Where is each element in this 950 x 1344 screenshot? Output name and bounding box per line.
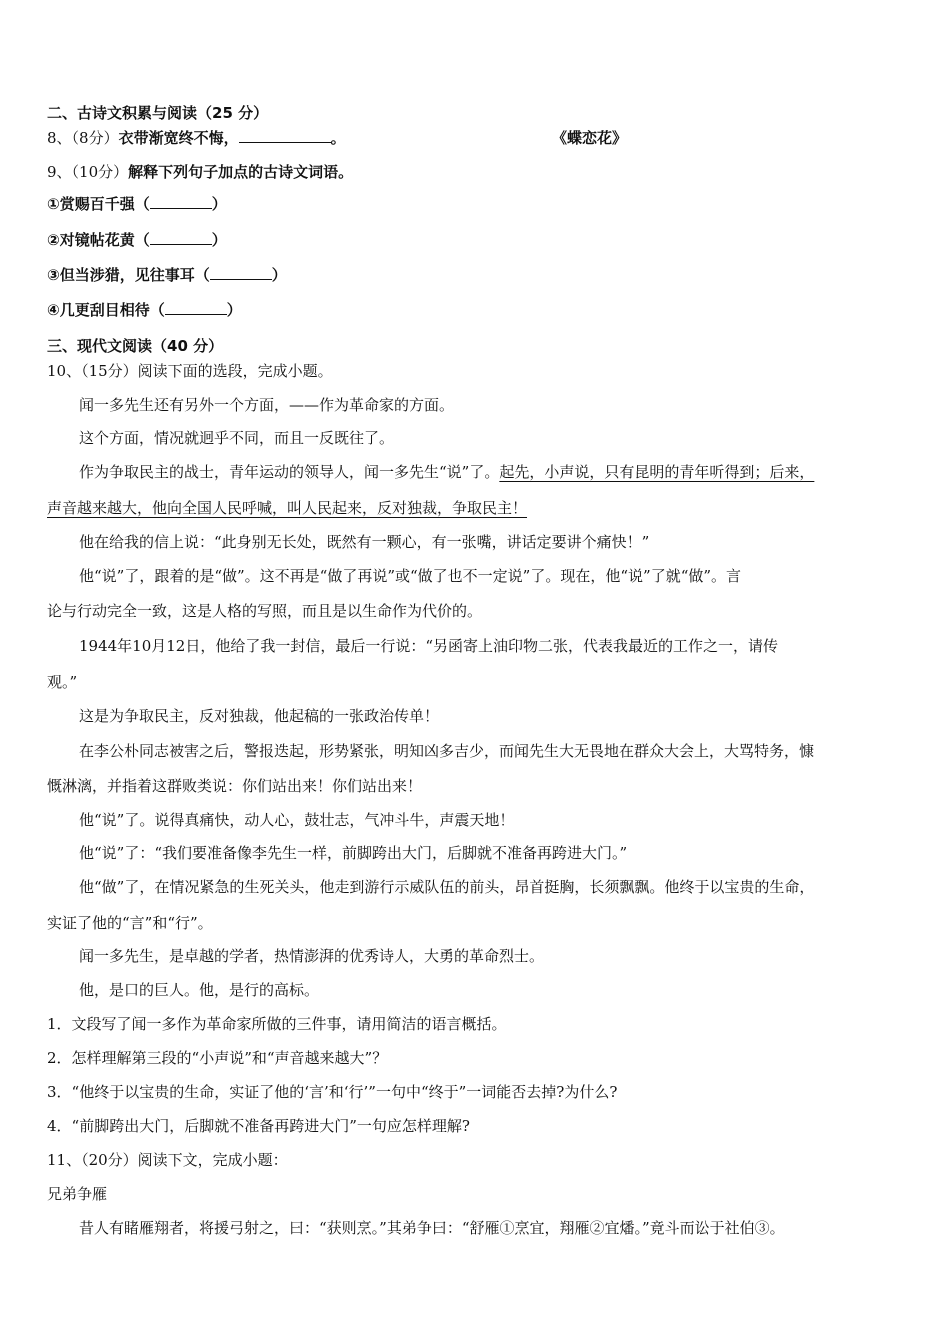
passage-paragraph-5-cont: 论与行动完全一致，这是人格的写照，而且是以生命作为代价的。: [47, 602, 483, 620]
passage-paragraph-9: 他“说”了。说得真痛快，动人心，鼓壮志，气冲斗牛，声震天地！: [79, 811, 515, 829]
item-4-text: ④几更刮目相待（: [47, 301, 165, 319]
item-3-close: ）: [271, 266, 287, 284]
item-4-close: ）: [226, 301, 242, 319]
passage-paragraph-7: 这是为争取民主，反对独裁，他起稿的一张政治传单！: [79, 707, 440, 725]
item-1-text: ①赏赐百千强（: [47, 195, 150, 213]
passage-paragraph-6-cont: 观。”: [47, 673, 78, 691]
question-10-sub-1: 1．文段写了闻一多作为革命家所做的三件事，请用简洁的语言概括。: [47, 1015, 507, 1033]
passage-paragraph-1: 闻一多先生还有另外一个方面，——作为革命家的方面。: [79, 396, 455, 414]
question-10-sub-3: 3．“他终于以宝贵的生命，实证了他的‘言’和‘行’”一句中“终于”一词能否去掉?为什么?: [47, 1083, 618, 1101]
question-9: [47, 162, 353, 182]
question-8-end: 。: [330, 129, 346, 147]
passage-paragraph-13: 他，是口的巨人。他，是行的高标。: [79, 981, 320, 999]
question-10-intro: 10、（15分）阅读下面的选段，完成小题。: [47, 362, 333, 380]
item-2-close: ）: [211, 231, 227, 249]
paragraph-3-underlined: 起先，小声说，只有昆明的青年听得到；后来，: [499, 463, 815, 481]
question-9-text: 解释下列句子加点的古诗文词语。: [128, 163, 354, 181]
question-11-intro: 11、（20分）阅读下文，完成小题：: [47, 1151, 288, 1169]
item-2-text: ②对镜帖花黄（: [47, 231, 150, 249]
passage-paragraph-8: 在李公朴同志被害之后，警报迭起，形势紧张，明知凶多吉少，而闻先生大无畏地在群众大会上，大骂特务，慷: [79, 742, 815, 760]
item-3-answer-blank[interactable]: [210, 265, 272, 280]
question-9-item-3: [47, 265, 287, 285]
section-2-heading: 二、古诗文积累与阅读（25 分）: [47, 104, 269, 122]
passage-paragraph-11-cont: 实证了他的“言”和“行”。: [47, 914, 213, 932]
classical-text-paragraph-1: 昔人有睹雁翔者，将援弓射之，曰：“获则烹。”其弟争曰：“舒雁①烹宜，翔雁②宜燔。”竟斗而讼于社伯③。: [79, 1219, 785, 1237]
passage-paragraph-3-cont: 声音越来越大，他向全国人民呼喊，叫人民起来，反对独裁，争取民主！: [47, 499, 528, 517]
question-10-sub-2: 2．怎样理解第三段的“小声说”和“声音越来越大”？: [47, 1049, 388, 1067]
question-9-number: 9、（10分）: [47, 163, 129, 181]
passage-paragraph-8-cont: 慨淋漓，并指着这群败类说：你们站出来！你们站出来！: [47, 777, 423, 795]
passage-paragraph-3: [79, 462, 814, 482]
item-3-text: ③但当涉猎，见往事耳（: [47, 266, 210, 284]
section-3-heading: 三、现代文阅读（40 分）: [47, 337, 224, 355]
question-8: [47, 128, 346, 148]
question-8-answer-blank[interactable]: [239, 128, 331, 143]
passage-paragraph-10: 他“说”了：“我们要准备像李先生一样，前脚跨出大门，后脚就不准备再跨进大门。”: [79, 844, 628, 862]
passage-paragraph-4: 他在给我的信上说：“此身别无长处，既然有一颗心，有一张嘴，讲话定要讲个痛快！”: [79, 533, 650, 551]
item-2-answer-blank[interactable]: [150, 230, 212, 245]
passage-paragraph-12: 闻一多先生，是卓越的学者，热情澎湃的优秀诗人，大勇的革命烈士。: [79, 947, 545, 965]
question-8-text: 衣带渐宽终不悔，: [118, 129, 239, 147]
item-4-answer-blank[interactable]: [165, 300, 227, 315]
passage-paragraph-2: 这个方面，情况就迥乎不同，而且一反既往了。: [79, 429, 395, 447]
paragraph-3-text: 作为争取民主的战士，青年运动的领导人，闻一多先生“说”了。: [79, 463, 500, 481]
question-9-item-1: [47, 194, 227, 214]
classical-text-title: 兄弟争雁: [47, 1185, 108, 1203]
question-9-item-4: [47, 300, 242, 320]
question-8-number: 8、（8分）: [47, 129, 119, 147]
question-10-sub-4: 4．“前脚跨出大门，后脚就不准备再跨进大门”一句应怎样理解?: [47, 1117, 470, 1135]
question-9-item-2: [47, 230, 227, 250]
passage-paragraph-6: 1944年10月12日，他给了我一封信，最后一行说：“另函寄上油印物二张，代表我最近的工作之一，请传: [79, 637, 779, 655]
passage-paragraph-11: 他“做”了，在情况紧急的生死关头，他走到游行示威队伍的前头，昂首挺胸，长须飘飘。他终于以宝贵的生命，: [79, 878, 815, 896]
item-1-close: ）: [211, 195, 227, 213]
passage-paragraph-5: 他“说”了，跟着的是“做”。这不再是“做了再说”或“做了也不一定说”了。现在，他“说”了就“做”。言: [79, 567, 742, 585]
question-8-source: 《蝶恋花》: [552, 129, 628, 147]
item-1-answer-blank[interactable]: [150, 194, 212, 209]
